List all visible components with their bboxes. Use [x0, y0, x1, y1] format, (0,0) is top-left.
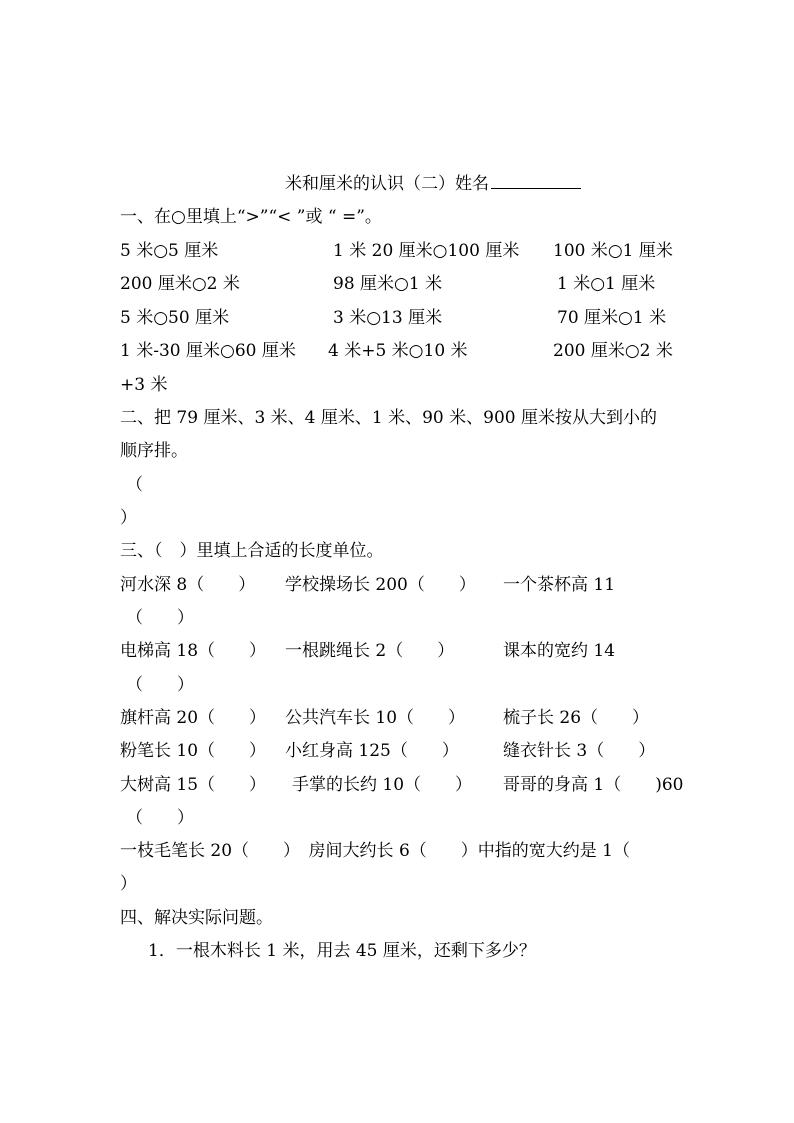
- compare-item: 5 米○5 厘米: [120, 241, 219, 261]
- unit-item: 梳子长 26（ ）: [503, 708, 650, 728]
- compare-item: 5 米○50 厘米: [120, 308, 230, 328]
- compare-item: 98 厘米○1 米: [333, 274, 443, 294]
- page-title: [285, 172, 581, 195]
- unit-item: 学校操场长 200（ ）: [285, 575, 476, 595]
- order-answer-open: （: [126, 475, 143, 495]
- compare-item: 200 厘米○2 米: [553, 341, 673, 361]
- section3-heading: 三、（ ）里填上合适的长度单位。: [120, 541, 384, 561]
- unit-item-wrap: （ ）: [126, 608, 194, 628]
- section1-heading: 一、在○里填上“>”“< ”或 “ =”。: [120, 207, 382, 227]
- compare-item: 100 米○1 厘米: [553, 241, 673, 261]
- unit-item: 课本的宽约 14: [503, 641, 616, 661]
- section2-heading-cont: 顺序排。: [120, 441, 188, 461]
- unit-item: 大树高 15（ ）: [120, 775, 267, 795]
- unit-item: 旗杆高 20（ ）: [120, 708, 267, 728]
- compare-item: 1 米 20 厘米○100 厘米: [333, 241, 520, 261]
- compare-item: 70 厘米○1 米: [557, 308, 667, 328]
- unit-item: 手掌的长约 10（ ）: [292, 775, 473, 795]
- compare-item: 3 米○13 厘米: [333, 308, 443, 328]
- section4-heading: 四、解决实际问题。: [120, 908, 273, 928]
- name-blank[interactable]: [491, 172, 581, 189]
- unit-item: 电梯高 18（ ）: [120, 641, 267, 661]
- unit-item: 一根跳绳长 2（ ）: [285, 641, 455, 661]
- section2-heading: 二、把 79 厘米、3 米、4 厘米、1 米、90 米、900 厘米按从大到小的: [120, 408, 657, 428]
- unit-item-row: 一枝毛笔长 20（ ） 房间大约长 6（ ）中指的宽大约是 1（: [120, 841, 647, 861]
- unit-item-wrap: （ ）: [126, 808, 194, 828]
- unit-item: 一个茶杯高 11: [503, 575, 616, 595]
- unit-item: 公共汽车长 10（ ）: [285, 708, 466, 728]
- unit-item: 河水深 8（ ）: [120, 575, 256, 595]
- compare-item: 4 米+5 米○10 米: [328, 341, 468, 361]
- compare-item: 1 米-30 厘米○60 厘米: [120, 341, 296, 361]
- compare-item: 200 厘米○2 米: [120, 274, 240, 294]
- unit-item: 粉笔长 10（ ）: [120, 741, 267, 761]
- unit-item: 哥哥的身高 1（ )60: [503, 775, 684, 795]
- unit-item-wrap: ）: [120, 874, 137, 894]
- compare-item-wrap: +3 米: [120, 375, 168, 395]
- unit-item: 小红身高 125（ ）: [285, 741, 459, 761]
- word-problem: 1．一根木料长 1 米，用去 45 厘米，还剩下多少？: [148, 941, 536, 961]
- unit-item-wrap: （ ）: [126, 675, 194, 695]
- order-answer-close: ）: [120, 508, 137, 528]
- compare-item: 1 米○1 厘米: [557, 274, 656, 294]
- title-text: 米和厘米的认识（二）姓名: [285, 174, 489, 194]
- unit-item: 缝衣针长 3（ ）: [503, 741, 656, 761]
